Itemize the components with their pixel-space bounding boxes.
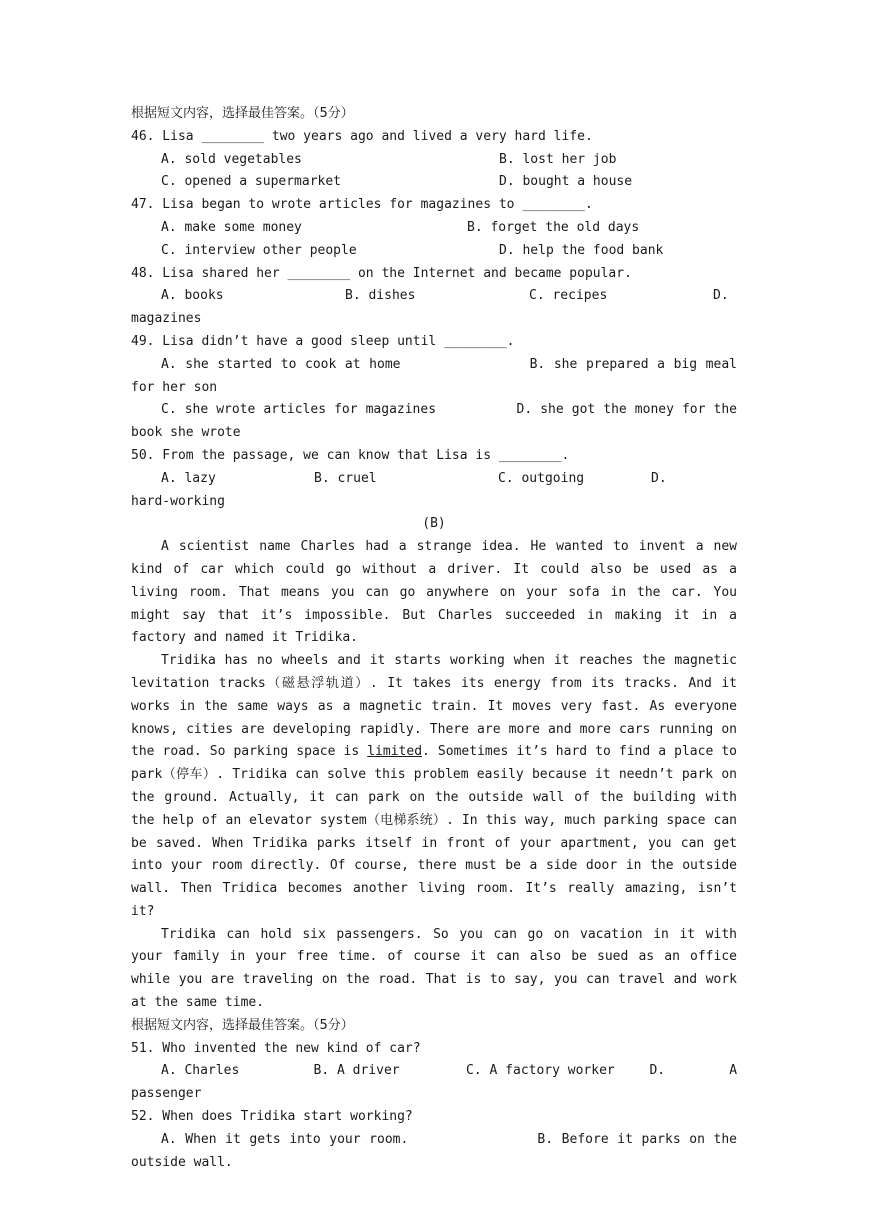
- section-a-instruction: 根据短文内容，选择最佳答案。（5分）: [131, 106, 354, 121]
- q48-stem: 48. Lisa shared her ________ on the Internet and became popular.: [131, 265, 632, 281]
- q48-option-d: D.: [713, 288, 729, 304]
- q52-stem: 52. When does Tridika start working?: [131, 1109, 413, 1125]
- q51-option-d-tail: A: [729, 1063, 738, 1079]
- exam-page: [131, 103, 745, 1174]
- q51-options: [131, 1060, 737, 1083]
- q47-option-a: A. make some money: [161, 219, 302, 235]
- q51-option-b: B. A driver: [313, 1063, 400, 1079]
- p2-underlined-word: limited: [367, 744, 423, 760]
- q49-options-ab: A. she started to cook at home B. she prepared a big meal for her son: [131, 356, 745, 395]
- q47-option-c: C. interview other people: [161, 242, 357, 258]
- q47-options-row2: [131, 240, 737, 263]
- p2-part-a: Tridika has no wheels and it starts working when it reaches the magnetic levitation tracks（磁悬浮轨道）. It takes its energy from its tracks. And it works in the same ways as a magnetic train. It moves very fast. As everyone knows, cities are developing rapidly. There are more and more cars running on the road. So parking space is: [131, 653, 737, 760]
- q48-options: [131, 285, 737, 308]
- q51-option-d-text: passenger: [131, 1086, 202, 1102]
- q50-option-d-text: hard-working: [131, 493, 225, 509]
- q49-stem: 49. Lisa didn’t have a good sleep until ________.: [131, 333, 515, 349]
- q50-options: [131, 468, 737, 491]
- passage-paragraph-1: A scientist name Charles had a strange idea. He wanted to invent a new kind of car which could go without a driver. It could also be used as a living room. That means you can go anywhere on your sofa in the car. You might say that it’s impossible. But Charles succeeded in making it in a factory and named it Tridika.: [131, 539, 737, 646]
- q46-option-b: B. lost her job: [499, 151, 617, 167]
- q48-option-d-text: magazines: [131, 311, 202, 327]
- q46-option-a: A. sold vegetables: [161, 151, 302, 167]
- q47-option-d: D. help the food bank: [499, 242, 664, 258]
- q48-option-c: C. recipes: [529, 288, 608, 304]
- q46-option-c: C. opened a supermarket: [161, 174, 342, 190]
- q51-option-d: D.: [649, 1063, 666, 1079]
- q50-option-c: C. outgoing: [498, 470, 585, 486]
- q47-options-row1: [131, 217, 737, 240]
- section-b-instruction: 根据短文内容，选择最佳答案。（5分）: [131, 1017, 354, 1033]
- passage-paragraph-3: Tridika can hold six passengers. So you can go on vacation in it with your family in your free time. of course it can also be sued as an office while you are traveling on the road. That is to say, you can travel and work at the same time.: [131, 926, 737, 1011]
- q51-stem: 51. Who invented the new kind of car?: [131, 1040, 421, 1056]
- q50-option-a: A. lazy: [161, 470, 216, 486]
- q46-stem: 46. Lisa ________ two years ago and lived a very hard life.: [131, 128, 593, 144]
- section-b-title: (B): [422, 516, 446, 532]
- q52-options-ab: A. When it gets into your room. B. Before it parks on the outside wall.: [131, 1131, 745, 1170]
- q48-option-b: B. dishes: [345, 288, 416, 304]
- p2-part-b: . Sometimes it’s hard to find a place to park（停车）. Tridika can solve this problem easily because it needn’t park on the ground. Actually, it can park on the outside wall of the building with the help of an elevator system（电梯系统）. In this way, much parking space can be saved. When Tridika parks itself in front of your apartment, you can get into your room directly. Of course, there must be a side door in the outside wall. Then Tridica becomes another living room. It’s really amazing, isn’t it?: [131, 744, 737, 919]
- q50-option-b: B. cruel: [314, 470, 377, 486]
- q48-option-a: A. books: [161, 288, 224, 304]
- q47-option-b: B. forget the old days: [467, 219, 640, 235]
- passage-paragraph-2: [131, 650, 737, 924]
- q50-option-d: D.: [651, 470, 667, 486]
- q46-option-d: D. bought a house: [499, 174, 633, 190]
- q49-options-cd: C. she wrote articles for magazines D. she got the money for the book she wrote: [131, 402, 745, 441]
- q50-stem: 50. From the passage, we can know that Lisa is ________.: [131, 447, 570, 463]
- q46-options-row2: [131, 171, 737, 194]
- q47-stem: 47. Lisa began to wrote articles for magazines to ________.: [131, 197, 593, 213]
- q46-options-row1: [131, 149, 737, 172]
- q51-option-a: A. Charles: [161, 1063, 240, 1079]
- q51-option-c: C. A factory worker: [466, 1063, 615, 1079]
